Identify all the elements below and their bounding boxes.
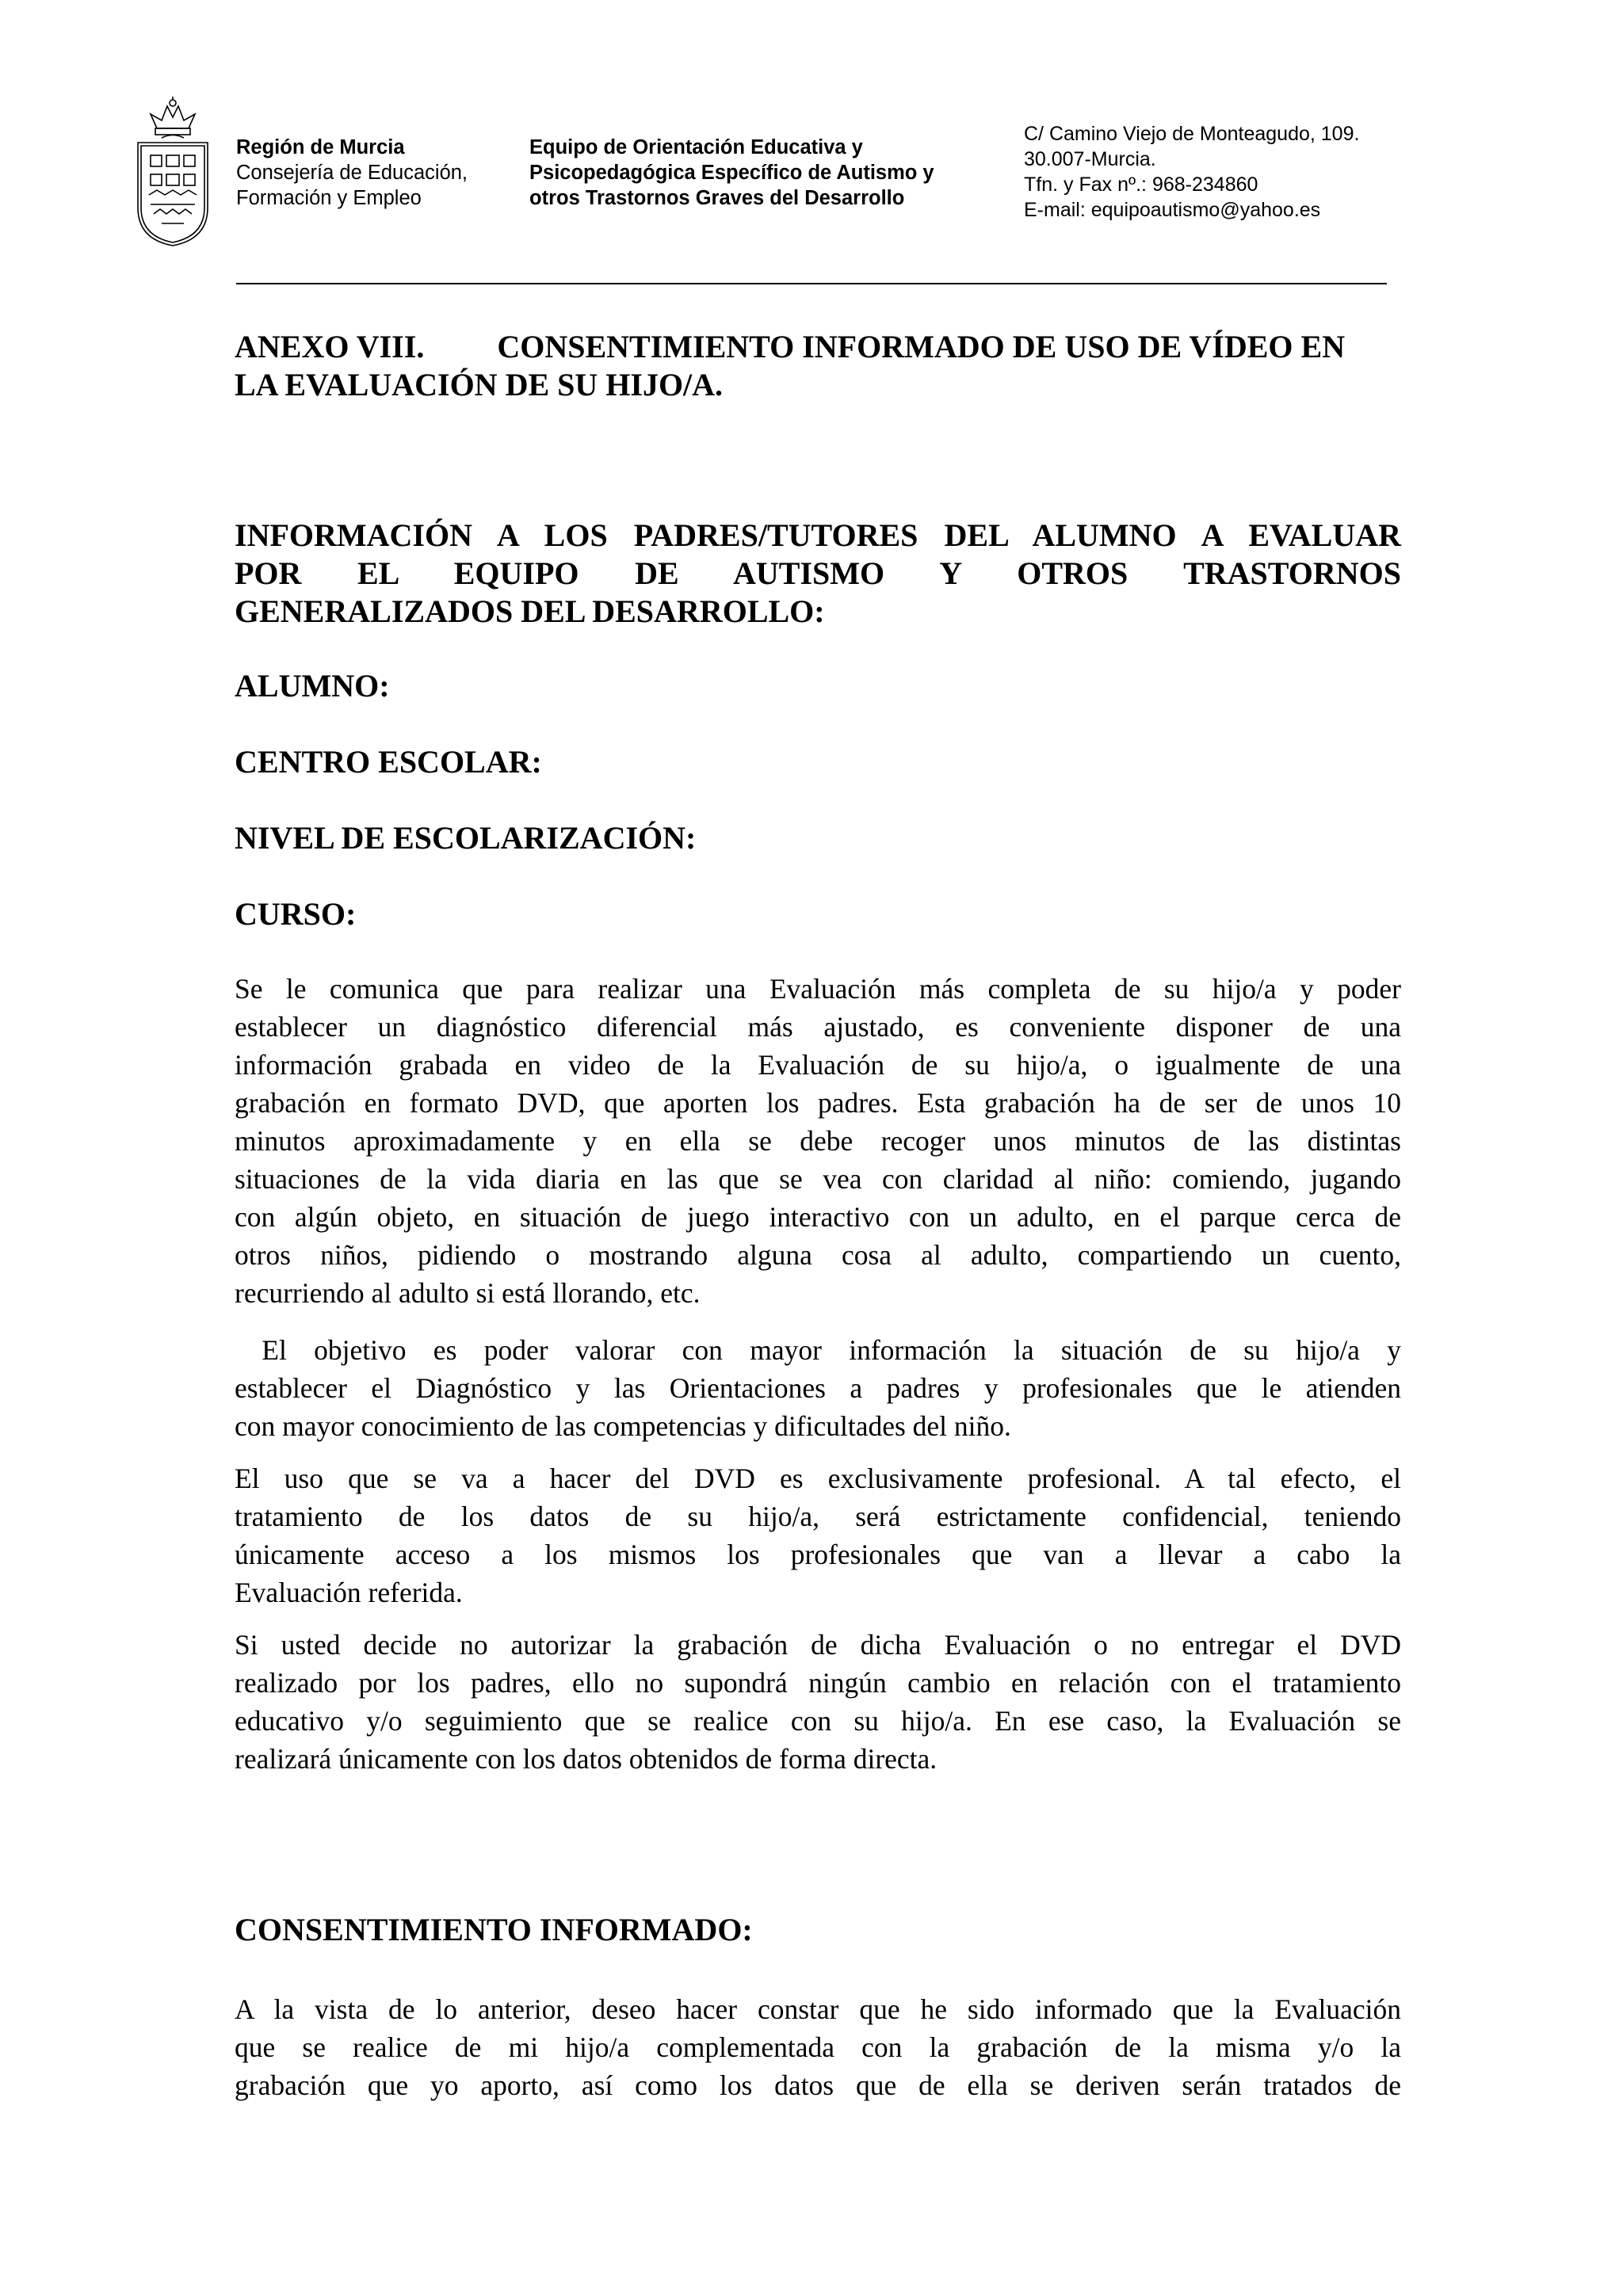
- header-team-line-1: Equipo de Orientación Educativa y: [529, 136, 863, 158]
- header-department-cont: Formación y Empleo: [236, 187, 422, 209]
- header-divider: [236, 283, 1387, 284]
- p2-line: El objetivo es poder valorar con mayor información la situación de su hijo/a y: [235, 1334, 1401, 1366]
- header-address: C/ Camino Viejo de Monteagudo, 109.: [1024, 123, 1360, 145]
- consent-line: que se realice de mi hijo/a complementada con la grabación de la misma y/o la: [235, 2031, 1401, 2063]
- annex-title: [235, 328, 1401, 404]
- info-heading-line-3: GENERALIZADOS DEL DESARROLLO:: [235, 593, 825, 629]
- header-institution: [236, 135, 468, 211]
- p3-line: únicamente acceso a los mismos los profesionales que van a llevar a cabo la: [235, 1539, 1401, 1570]
- p3-line: El uso que se va a hacer del DVD es exclusivamente profesional. A tal efecto, el: [235, 1463, 1401, 1494]
- header-team-line-2: Psicopedagógica Específico de Autismo y: [529, 162, 934, 184]
- p1-line: Se le comunica que para realizar una Evaluación más completa de su hijo/a y poder: [235, 973, 1401, 1005]
- field-curso: CURSO:: [235, 896, 357, 932]
- p1-line: recurriendo al adulto si está llorando, etc.: [235, 1277, 701, 1309]
- consent-paragraph: [235, 1990, 1401, 2104]
- paragraph-4: [235, 1626, 1401, 1778]
- field-nivel-escolarizacion: NIVEL DE ESCOLARIZACIÓN:: [235, 820, 697, 856]
- header-team: [529, 135, 934, 211]
- annex-title-line-1: CONSENTIMIENTO INFORMADO DE USO DE VÍDEO EN: [497, 329, 1346, 364]
- paragraph-3: [235, 1459, 1401, 1611]
- p2-line: con mayor conocimiento de las competencias y dificultades del niño.: [235, 1410, 1011, 1442]
- p4-line: realizará únicamente con los datos obtenidos de forma directa.: [235, 1743, 938, 1775]
- p1-line: establecer un diagnóstico diferencial más ajustado, es conveniente disponer de una: [235, 1011, 1401, 1043]
- header-region: Región de Murcia: [236, 136, 405, 158]
- p4-line: educativo y/o seguimiento que se realice con su hijo/a. En ese caso, la Evaluación se: [235, 1705, 1401, 1737]
- annex-title-line-2: LA EVALUACIÓN DE SU HIJO/A.: [235, 367, 724, 402]
- info-heading-line-2: POR EL EQUIPO DE AUTISMO Y OTROS TRASTORNOS: [235, 555, 1401, 591]
- p1-line: con algún objeto, en situación de juego interactivo con un adulto, en el parque cerca de: [235, 1201, 1401, 1233]
- info-heading-line-1: INFORMACIÓN A LOS PADRES/TUTORES DEL ALUMNO A EVALUAR: [235, 517, 1401, 553]
- paragraph-1: [235, 970, 1401, 1312]
- header-contact: [1024, 121, 1359, 223]
- p1-line: grabación en formato DVD, que aporten los padres. Esta grabación ha de ser de unos 10: [235, 1087, 1401, 1119]
- consent-line: grabación que yo aporto, así como los datos que de ella se deriven serán tratados de: [235, 2069, 1401, 2101]
- header-email: E-mail: equipoautismo@yahoo.es: [1024, 199, 1321, 221]
- field-centro-escolar: CENTRO ESCOLAR:: [235, 744, 542, 780]
- paragraph-2: [235, 1331, 1401, 1445]
- consent-line: A la vista de lo anterior, deseo hacer constar que he sido informado que la Evaluación: [235, 1993, 1401, 2025]
- p1-line: información grabada en video de la Evaluación de su hijo/a, o igualmente de una: [235, 1049, 1401, 1081]
- p1-line: otros niños, pidiendo o mostrando alguna cosa al adulto, compartiendo un cuento,: [235, 1239, 1401, 1271]
- coat-of-arms-icon: [133, 97, 212, 247]
- header-phone: Tfn. y Fax nº.: 968-234860: [1024, 174, 1258, 196]
- p2-line: establecer el Diagnóstico y las Orientaciones a padres y profesionales que le atienden: [235, 1372, 1401, 1404]
- info-heading: [235, 517, 1401, 631]
- header-city: 30.007-Murcia.: [1024, 148, 1156, 170]
- field-alumno: ALUMNO:: [235, 668, 390, 704]
- p1-line: minutos aproximadamente y en ella se debe recoger unos minutos de las distintas: [235, 1125, 1401, 1157]
- p4-line: Si usted decide no autorizar la grabación de dicha Evaluación o no entregar el DVD: [235, 1629, 1401, 1661]
- annex-label: ANEXO VIII.: [235, 329, 425, 364]
- p3-line: Evaluación referida.: [235, 1577, 463, 1608]
- header-team-line-3: otros Trastornos Graves del Desarrollo: [529, 187, 905, 209]
- p1-line: situaciones de la vida diaria en las que se vea con claridad al niño: comiendo, jugando: [235, 1163, 1401, 1195]
- p3-line: tratamiento de los datos de su hijo/a, será estrictamente confidencial, teniendo: [235, 1501, 1401, 1532]
- p4-line: realizado por los padres, ello no supondrá ningún cambio en relación con el tratamiento: [235, 1667, 1401, 1699]
- header-department: Consejería de Educación,: [236, 162, 468, 184]
- consent-heading: CONSENTIMIENTO INFORMADO:: [235, 1912, 753, 1947]
